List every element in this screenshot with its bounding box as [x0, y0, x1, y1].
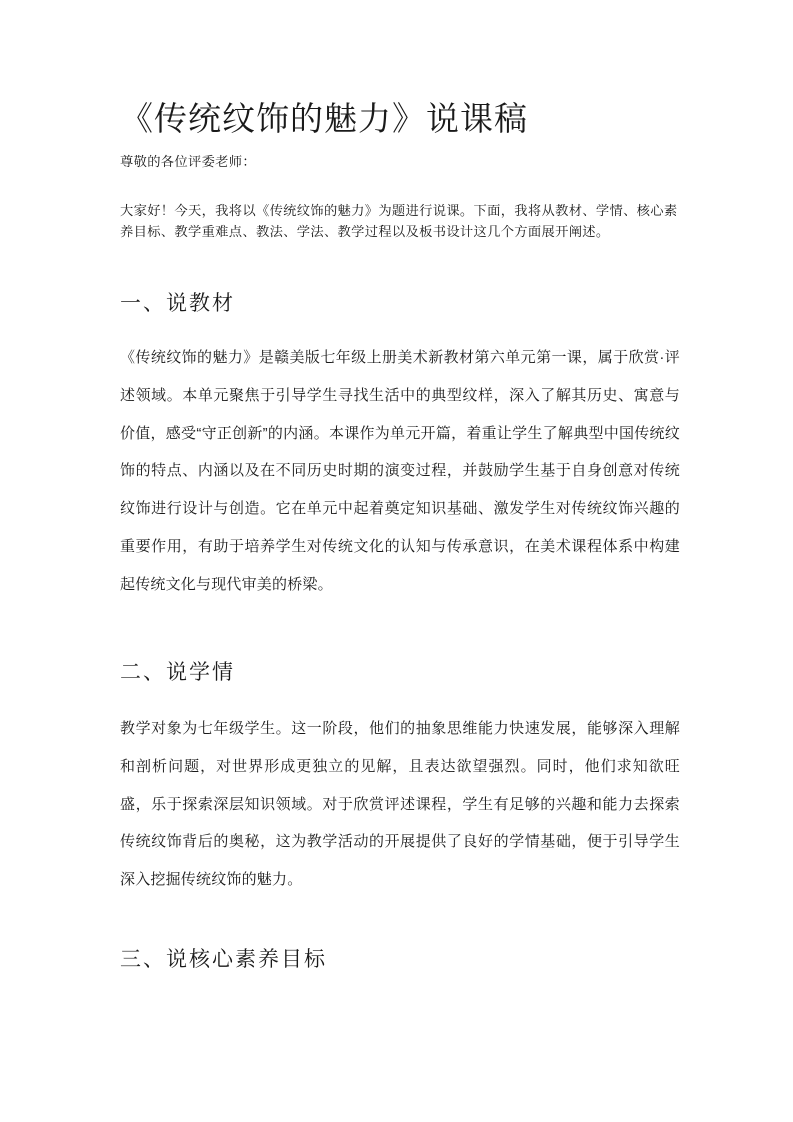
section-heading-textbook: 一、说教材: [120, 291, 235, 315]
section-heading-students: 二、说学情: [120, 660, 235, 684]
section-paragraph-textbook: 《传统纹饰的魅力》是赣美版七年级上册美术新教材第六单元第一课，属于欣赏·评述领域。本单元聚焦于引导学生寻找生活中的典型纹样，深入了解其历史、寓意与价值，感受“守正创新”的内涵。本课作为单元开篇，着重让学生了解典型中国传统纹饰的特点、内涵以及在不同历史时期的演变过程，并鼓励学生基于自身创意对传统纹饰进行设计与创造。它在单元中起着奠定知识基础、激发学生对传统纹饰兴趣的重要作用，有助于培养学生对传统文化的认知与传承意识，在美术课程体系中构建起传统文化与现代审美的桥梁。: [120, 349, 680, 593]
greeting-text: 尊敬的各位评委老师：: [120, 155, 256, 170]
intro-paragraph: 大家好！今天，我将以《传统纹饰的魅力》为题进行说课。下面，我将从教材、学情、核心素养目标、教学重难点、教法、学法、教学过程以及板书设计这几个方面展开阐述。: [120, 204, 678, 240]
section-paragraph-students: 教学对象为七年级学生。这一阶段，他们的抽象思维能力快速发展，能够深入理解和剖析问题，对世界形成更独立的见解，且表达欲望强烈。同时，他们求知欲旺盛，乐于探索深层知识领域。对于欣赏评述课程，学生有足够的兴趣和能力去探索传统纹饰背后的奥秘，这为教学活动的开展提供了良好的学情基础，便于引导学生深入挖掘传统纹饰的魅力。: [120, 720, 680, 889]
section-heading-core-goals: 三、说核心素养目标: [120, 947, 327, 971]
page-title: 《传统纹饰的魅力》说课稿: [120, 99, 528, 138]
